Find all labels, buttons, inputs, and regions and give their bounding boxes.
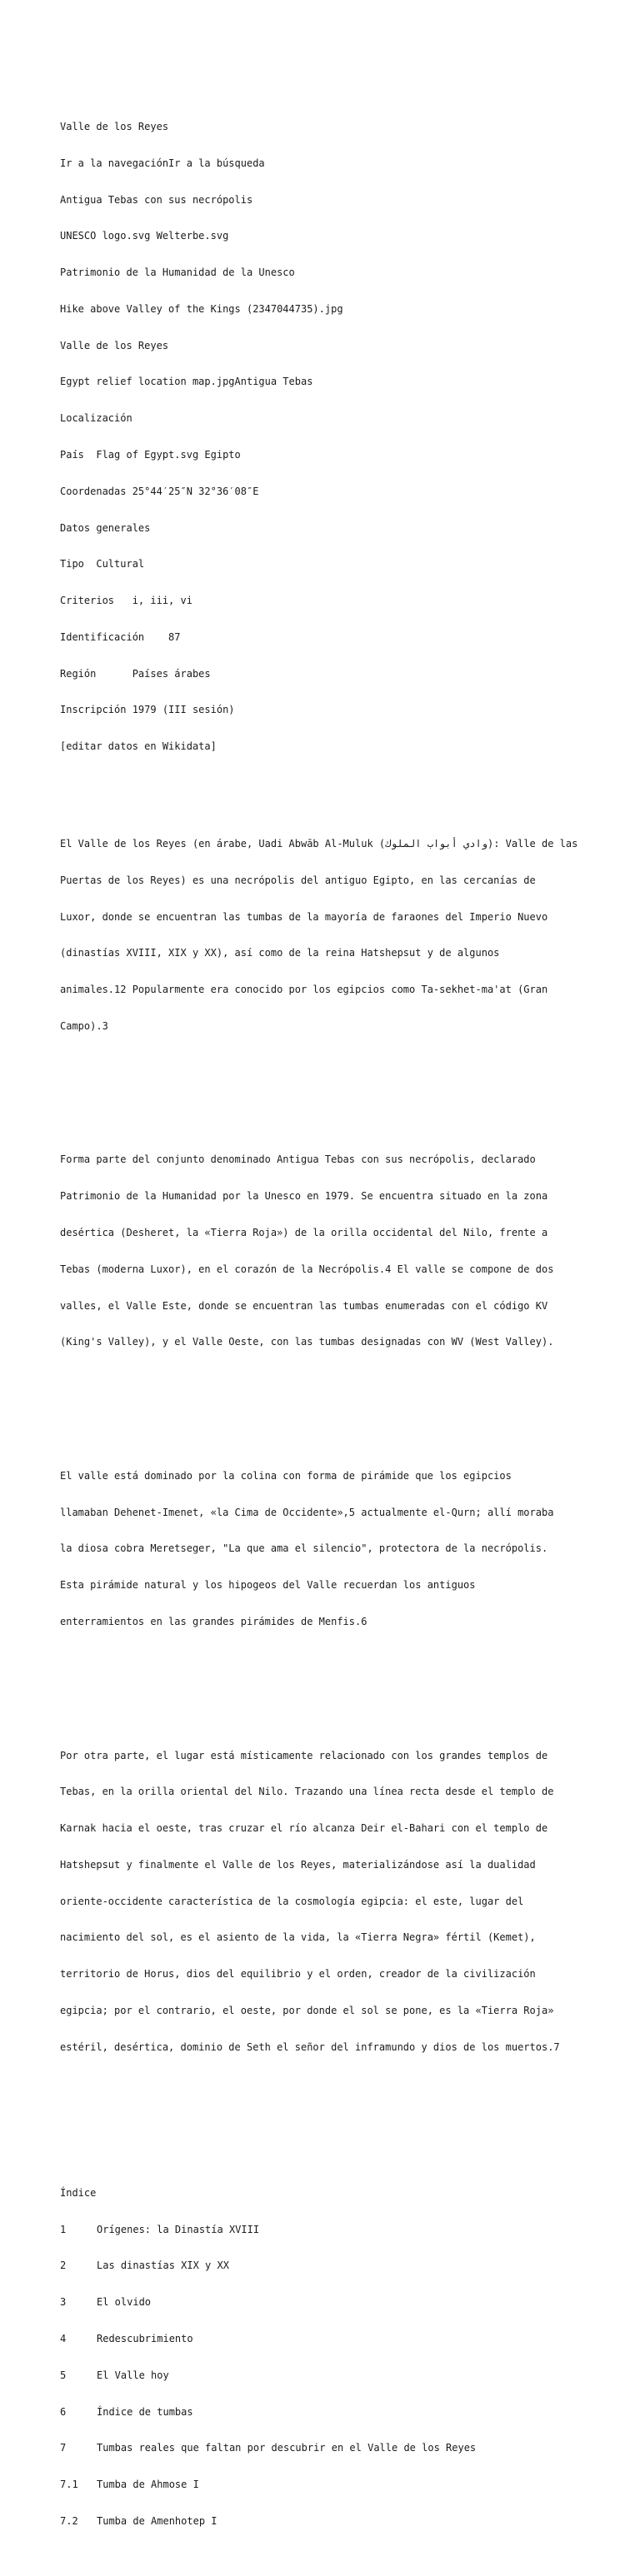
paragraph-cosmology bbox=[60, 1725, 583, 2077]
header-line: Criterios i, iii, vi bbox=[60, 595, 192, 607]
paragraph-line: valles, el Valle Este, donde se encuentran las tumbas enumeradas con el código KV bbox=[60, 1299, 548, 1312]
toc-item-label: Orígenes: la Dinastía XVIII bbox=[97, 2223, 260, 2235]
paragraph-line: Hatshepsut y finalmente el Valle de los Reyes, materializándose así la dualidad bbox=[60, 1858, 536, 1871]
toc-item-number: 2 bbox=[60, 2260, 67, 2272]
table-of-contents bbox=[60, 2163, 583, 2552]
paragraph-line: desértica (Desheret, la «Tierra Roja») de la orilla occidental del Nilo, frente a bbox=[60, 1227, 548, 1238]
header-line: [editar datos en Wikidata] bbox=[60, 740, 217, 753]
paragraph-gap bbox=[60, 1677, 583, 1689]
toc-item-number: 7 bbox=[60, 2442, 67, 2454]
toc-item-label: Redescubrimiento bbox=[97, 2333, 193, 2345]
paragraph-line: Forma parte del conjunto denominado Antigua Tebas con sus necrópolis, declarado bbox=[60, 1153, 536, 1166]
paragraph-line: Por otra parte, el lugar está místicamente relacionado con los grandes templos de bbox=[60, 1749, 548, 1761]
header-line: País Flag of Egypt.svg Egipto bbox=[60, 449, 241, 461]
paragraph-pyramid bbox=[60, 1446, 583, 1652]
paragraph-line: Luxor, donde se encuentran las tumbas de la mayoría de faraones del Imperio Nuevo bbox=[60, 910, 548, 923]
paragraph-line: llamaban Dehenet-Imenet, «la Cima de Occidente»,5 actualmente el-Qurn; allí moraba bbox=[60, 1506, 554, 1518]
toc-item-label: El Valle hoy bbox=[97, 2369, 169, 2381]
toc-item[interactable] bbox=[60, 2479, 583, 2491]
paragraph-line: Tebas, en la orilla oriental del Nilo. Trazando una línea recta desde el templo de bbox=[60, 1786, 554, 1798]
header-line: Región Países árabes bbox=[60, 667, 211, 680]
header-line: Patrimonio de la Humanidad de la Unesco bbox=[60, 267, 295, 279]
paragraph-line: Karnak hacia el oeste, tras cruzar el río alcanza Deir el-Bahari con el templo de bbox=[60, 1822, 548, 1835]
header-line: Antigua Tebas con sus necrópolis bbox=[60, 193, 253, 206]
header-line: UNESCO logo.svg Welterbe.svg bbox=[60, 230, 229, 242]
paragraph-line: Patrimonio de la Humanidad por la Unesco en 1979. Se encuentra situado en la zona bbox=[60, 1190, 548, 1203]
toc-item-number: 3 bbox=[60, 2296, 67, 2309]
toc-item-label: Tumba de Amenhotep I bbox=[97, 2514, 218, 2527]
toc-item-label: Tumbas reales que faltan por descubrir en el Valle de los Reyes bbox=[97, 2442, 477, 2454]
header-line: Datos generales bbox=[60, 521, 151, 534]
paragraph-location bbox=[60, 1129, 583, 1373]
paragraph-line: oriente-occidente característica de la cosmología egipcia: el este, lugar del bbox=[60, 1895, 524, 1907]
toc-item-number: 7.2 bbox=[60, 2514, 78, 2527]
toc-item[interactable] bbox=[60, 2224, 583, 2236]
document-page bbox=[60, 60, 583, 2576]
toc-item-label: Índice de tumbas bbox=[97, 2405, 193, 2418]
toc-item[interactable] bbox=[60, 2333, 583, 2345]
paragraph-line: animales.12 Popularmente era conocido por los egipcios como Ta-sekhet-ma'at (Gran bbox=[60, 984, 548, 996]
header-line: Valle de los Reyes bbox=[60, 120, 169, 132]
toc-item-label: El olvido bbox=[97, 2296, 152, 2309]
toc-item-label: Tumba de Ahmose I bbox=[97, 2479, 199, 2491]
toc-item[interactable] bbox=[60, 2296, 583, 2309]
toc-item[interactable] bbox=[60, 2406, 583, 2419]
paragraph-line: El valle está dominado por la colina con forma de pirámide que los egipcios bbox=[60, 1469, 512, 1482]
paragraph-line: nacimiento del sol, es el asiento de la vida, la «Tierra Negra» fértil (Kemet), bbox=[60, 1931, 536, 1944]
toc-item-number: 1 bbox=[60, 2223, 67, 2235]
paragraph-line: Campo).3 bbox=[60, 1019, 108, 1032]
paragraph-line: (dinastías XVIII, XIX y XX), así como de la reina Hatshepsut y de algunos bbox=[60, 947, 500, 959]
paragraph-line: enterramientos en las grandes pirámides de Menfis.6 bbox=[60, 1616, 368, 1627]
paragraph-line: (King's Valley), y el Valle Oeste, con las tumbas designadas con WV (West Valley). bbox=[60, 1336, 554, 1348]
toc-item-number: 6 bbox=[60, 2405, 67, 2418]
paragraph-gap bbox=[60, 1397, 583, 1409]
paragraph-line: territorio de Horus, dios del equilibrio y el orden, creador de la civilización bbox=[60, 1968, 536, 1981]
toc-item[interactable] bbox=[60, 2369, 583, 2382]
header-line: Inscripción 1979 (III sesión) bbox=[60, 704, 235, 716]
toc-title: Índice bbox=[60, 2186, 97, 2199]
paragraph-line: Esta pirámide natural y los hipogeos del Valle recuerdan los antiguos bbox=[60, 1579, 476, 1592]
toc-item-number: 4 bbox=[60, 2333, 67, 2345]
paragraph-gap bbox=[60, 1081, 583, 1094]
paragraph-line: egipcia; por el contrario, el oeste, por donde el sol se pone, es la «Tierra Roja» bbox=[60, 2005, 554, 2016]
infobox-header bbox=[60, 97, 583, 777]
header-line: Identificación 87 bbox=[60, 630, 181, 643]
paragraph-line: El Valle de los Reyes (en árabe, Uadi Abwāb Al-Muluk (وادي أبواب الملوك): Valle de las bbox=[60, 838, 578, 850]
paragraph-line: Puertas de los Reyes) es una necrópolis del antiguo Egipto, en las cercanías de bbox=[60, 874, 536, 886]
header-line: Egypt relief location map.jpgAntigua Tebas bbox=[60, 376, 313, 388]
header-line: Ir a la navegaciónIr a la búsqueda bbox=[60, 157, 265, 169]
header-line: Coordenadas 25°44′25″N 32°36′08″E bbox=[60, 485, 259, 497]
paragraph-line: la diosa cobra Meretseger, "La que ama el silencio", protectora de la necrópolis. bbox=[60, 1542, 548, 1555]
paragraph-intro bbox=[60, 814, 583, 1057]
toc-item[interactable] bbox=[60, 2442, 583, 2454]
header-line: Valle de los Reyes bbox=[60, 339, 169, 351]
paragraph-line: Tebas (moderna Luxor), en el corazón de la Necrópolis.4 El valle se compone de dos bbox=[60, 1263, 554, 1275]
header-line: Localización bbox=[60, 412, 132, 425]
toc-item[interactable] bbox=[60, 2260, 583, 2272]
toc-item-number: 5 bbox=[60, 2369, 67, 2381]
toc-item[interactable] bbox=[60, 2515, 583, 2528]
toc-item-number: 7.1 bbox=[60, 2479, 78, 2491]
paragraph-line: estéril, desértica, dominio de Seth el señor del inframundo y dios de los muertos.7 bbox=[60, 2040, 560, 2053]
header-line: Hike above Valley of the Kings (2347044735).jpg bbox=[60, 302, 343, 315]
header-line: Tipo Cultural bbox=[60, 558, 145, 571]
toc-item-label: Las dinastías XIX y XX bbox=[97, 2260, 229, 2272]
section-gap bbox=[60, 2102, 583, 2126]
